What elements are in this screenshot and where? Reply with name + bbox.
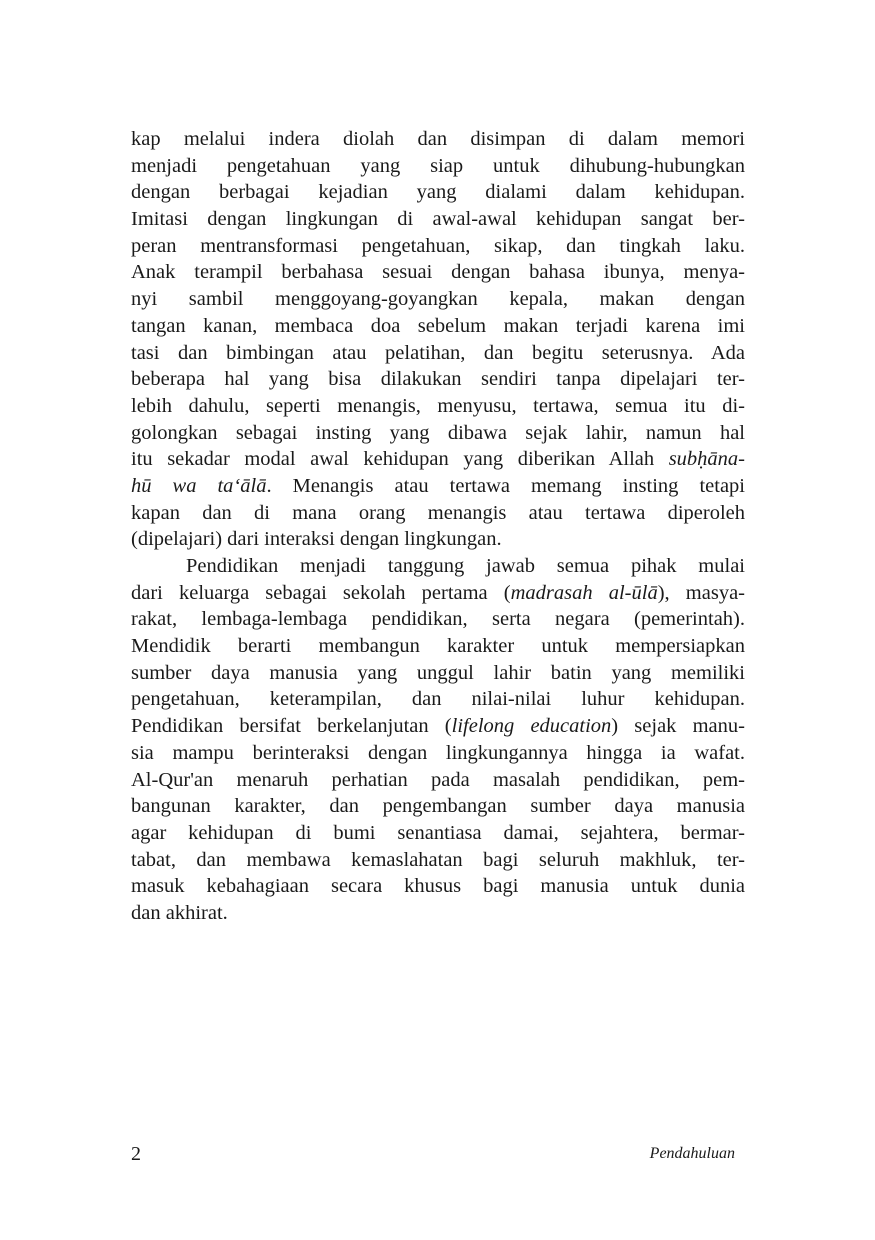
italic-term: lifelong education bbox=[451, 715, 612, 738]
text-line: sia mampu berinteraksi dengan lingkungannya hingga ia wafat. bbox=[131, 741, 745, 764]
text-line: lebih dahulu, seperti menangis, menyusu, tertawa, semua itu di- bbox=[131, 394, 745, 417]
running-head: Pendahuluan bbox=[649, 1145, 735, 1162]
text-line: beberapa hal yang bisa dilakukan sendiri tanpa dipelajari ter- bbox=[131, 368, 745, 391]
text-line: tabat, dan membawa kemaslahatan bagi seluruh makhluk, ter- bbox=[131, 848, 745, 871]
text-line: Anak terampil berbahasa sesuai dengan bahasa ibunya, menya- bbox=[131, 261, 745, 284]
text-line: Imitasi dengan lingkungan di awal-awal kehidupan sangat ber- bbox=[131, 208, 745, 231]
text-line: nyi sambil menggoyang-goyangkan kepala, makan dengan bbox=[131, 288, 745, 311]
text-line: tasi dan bimbingan atau pelatihan, dan begitu seterusnya. Ada bbox=[131, 341, 745, 364]
page-footer bbox=[131, 1141, 735, 1167]
text-line: dari keluarga sebagai sekolah pertama (madrasah al-ūlā), masya- bbox=[131, 581, 745, 604]
text-line: hū wa ta‘ālā. Menangis atau tertawa memang insting tetapi bbox=[131, 474, 745, 497]
text-line: sumber daya manusia yang unggul lahir batin yang memiliki bbox=[131, 661, 745, 684]
text-line: masuk kebahagiaan secara khusus bagi manusia untuk dunia bbox=[131, 875, 745, 898]
text-line: menjadi pengetahuan yang siap untuk dihubung-hubungkan bbox=[131, 154, 745, 177]
text-line: Mendidik berarti membangun karakter untuk mempersiapkan bbox=[131, 635, 745, 658]
page-number: 2 bbox=[131, 1143, 141, 1165]
italic-term: subḥāna- bbox=[668, 448, 745, 471]
text-line: Al-Qur'an menaruh perhatian pada masalah pendidikan, pem- bbox=[131, 768, 745, 791]
text-line: rakat, lembaga-lembaga pendidikan, serta negara (pemerintah). bbox=[131, 608, 745, 631]
text-line: bangunan karakter, dan pengembangan sumber daya manusia bbox=[131, 795, 745, 818]
text-line: agar kehidupan di bumi senantiasa damai, sejahtera, bermar- bbox=[131, 821, 745, 844]
text-line: golongkan sebagai insting yang dibawa sejak lahir, namun hal bbox=[131, 421, 745, 444]
paragraph-1 bbox=[131, 126, 745, 553]
text-line: kap melalui indera diolah dan disimpan di dalam memori bbox=[131, 128, 745, 150]
text-line: pengetahuan, keterampilan, dan nilai-nilai luhur kehidupan. bbox=[131, 688, 745, 711]
page-body bbox=[131, 126, 745, 927]
text-line: tangan kanan, membaca doa sebelum makan terjadi karena imi bbox=[131, 314, 745, 337]
text-line: dan akhirat. bbox=[131, 901, 228, 924]
text-line: dengan berbagai kejadian yang dialami dalam kehidupan. bbox=[131, 181, 745, 204]
text-line: peran mentransformasi pengetahuan, sikap, dan tingkah laku. bbox=[131, 234, 745, 257]
italic-term: madrasah al-ūlā bbox=[510, 581, 658, 604]
paragraph-2 bbox=[131, 553, 745, 927]
italic-term: hū wa ta‘ālā bbox=[131, 474, 267, 497]
text-line: kapan dan di mana orang menangis atau tertawa diperoleh bbox=[131, 501, 745, 524]
text-line: Pendidikan bersifat berkelanjutan (lifelong education) sejak manu- bbox=[131, 715, 745, 738]
text-line: (dipelajari) dari interaksi dengan lingkungan. bbox=[131, 528, 502, 551]
text-line: itu sekadar modal awal kehidupan yang diberikan Allah subḥāna- bbox=[131, 448, 745, 471]
text-line: Pendidikan menjadi tanggung jawab semua pihak mulai bbox=[186, 555, 745, 577]
